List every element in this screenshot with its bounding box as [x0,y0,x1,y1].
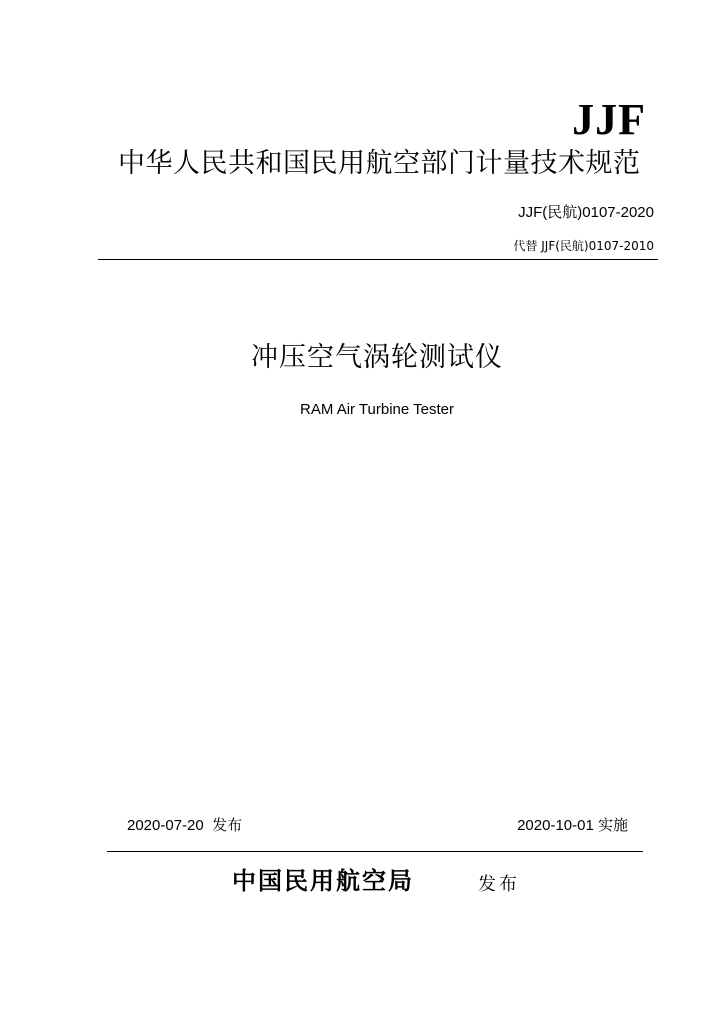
document-title-chinese: 冲压空气涡轮测试仪 [251,342,503,373]
replaces-code: 代替 JJF(民航)0107-2010 [513,239,654,253]
series-title: 中华人民共和国民用航空部门计量技术规范 [118,148,641,179]
header-divider [98,259,658,260]
publish-label: 发布 [478,874,520,895]
document-title-english: RAM Air Turbine Tester [300,401,454,418]
document-code: JJF(民航)0107-2020 [518,204,654,221]
issue-date: 2020-07-20 发布 [127,817,243,834]
implementation-date: 2020-10-01 实施 [517,817,628,834]
footer-divider [107,851,643,852]
publisher-name: 中国民用航空局 [232,867,414,895]
jjf-brand: JJF [572,95,646,144]
